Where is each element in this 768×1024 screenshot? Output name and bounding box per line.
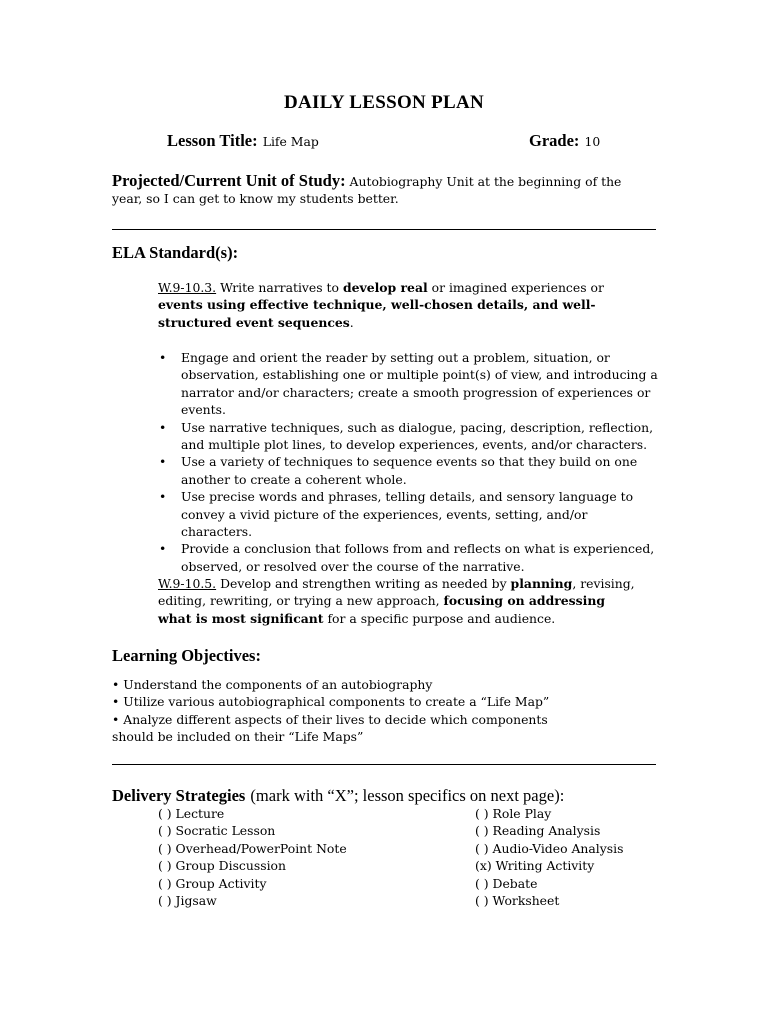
list-item: • Use narrative techniques, such as dialogue, pacing, description, reflection, and multiple plot lines, to develop experiences, events, and/or characters. — [159, 419, 659, 454]
standard-code: W.9-10.3. — [158, 280, 217, 295]
delivery-heading-label: Delivery Strategies — [112, 786, 246, 805]
list-item: • Engage and orient the reader by setting out a problem, situation, or observation, establishing one or multiple point(s) of view, and introducing a narrator and/or characters; create a smooth progression of experiences or events. — [159, 349, 659, 419]
delivery-option[interactable]: ( ) Reading Analysis — [475, 823, 601, 839]
delivery-option[interactable]: ( ) Debate — [475, 875, 538, 891]
objectives-heading: Learning Objectives: — [112, 646, 261, 665]
delivery-options-right — [475, 805, 623, 909]
list-item: • Provide a conclusion that follows from and reflects on what is experienced, observed, or resolved over the course of the narrative. — [159, 540, 659, 575]
lesson-title-label: Lesson Title: — [167, 131, 258, 150]
standard-w-9-10-3 — [158, 279, 633, 331]
delivery-option[interactable]: (x) Writing Activity — [475, 858, 595, 874]
ela-heading: ELA Standard(s): — [112, 243, 239, 262]
standard-emphasis: planning — [510, 576, 573, 591]
standard-w-9-10-5 — [158, 575, 636, 627]
delivery-option[interactable]: ( ) Audio-Video Analysis — [475, 840, 624, 856]
delivery-heading-note: (mark with “X”; lesson specifics on next page): — [250, 786, 565, 805]
standard-emphasis: focusing on addressing what is most significant — [158, 593, 606, 626]
unit-label: Projected/Current Unit of Study: — [112, 171, 346, 190]
standard-text: or imagined experiences or — [431, 280, 604, 295]
divider — [112, 229, 656, 230]
delivery-option[interactable]: ( ) Group Discussion — [158, 858, 286, 874]
grade-row — [529, 131, 600, 151]
standard-text: Write narratives to — [220, 280, 339, 295]
list-item: • Understand the components of an autobiography — [112, 677, 433, 692]
delivery-option[interactable]: ( ) Group Activity — [158, 875, 267, 891]
standard-text: . — [349, 314, 354, 330]
standard-emphasis: develop real — [342, 280, 428, 295]
objectives-list — [112, 676, 582, 746]
delivery-options-left — [158, 805, 347, 909]
standard-text: Develop and strengthen writing as needed by — [220, 576, 507, 591]
unit-text: Autobiography Unit at the beginning of the year, so I can get to know my students better. — [112, 174, 622, 207]
standard-emphasis: events using effective technique, well-chosen details, and well-structured event sequences — [158, 297, 596, 330]
grade-value: 10 — [584, 134, 601, 149]
delivery-option[interactable]: ( ) Socratic Lesson — [158, 823, 276, 839]
page-title: DAILY LESSON PLAN — [283, 92, 485, 113]
lesson-title-value: Life Map — [262, 134, 319, 149]
delivery-heading — [112, 786, 564, 806]
delivery-option[interactable]: ( ) Worksheet — [475, 893, 560, 909]
list-item: • Use a variety of techniques to sequence events so that they build on one another to create a coherent whole. — [159, 453, 659, 488]
list-item: • Utilize various autobiographical components to create a “Life Map” — [112, 694, 550, 710]
standard-bullet-list — [159, 349, 659, 575]
delivery-option[interactable]: ( ) Jigsaw — [158, 893, 217, 909]
grade-label: Grade: — [529, 131, 580, 150]
delivery-option[interactable]: ( ) Lecture — [158, 806, 225, 821]
delivery-option[interactable]: ( ) Overhead/PowerPoint Note — [158, 840, 347, 856]
standard-text: for a specific purpose and audience. — [327, 610, 556, 626]
lesson-title-row — [167, 131, 319, 151]
standard-text: , revising, editing, rewriting, or trying a new approach, — [158, 576, 635, 609]
divider — [112, 764, 656, 765]
delivery-option[interactable]: ( ) Role Play — [475, 806, 552, 821]
list-item: • Analyze different aspects of their lives to decide which components should be included on their “Life Maps” — [112, 711, 548, 745]
standard-code: W.9-10.5. — [158, 576, 217, 591]
unit-of-study — [112, 172, 632, 208]
list-item: • Use precise words and phrases, telling details, and sensory language to convey a vivid picture of the experiences, events, setting, and/or characters. — [159, 488, 659, 540]
